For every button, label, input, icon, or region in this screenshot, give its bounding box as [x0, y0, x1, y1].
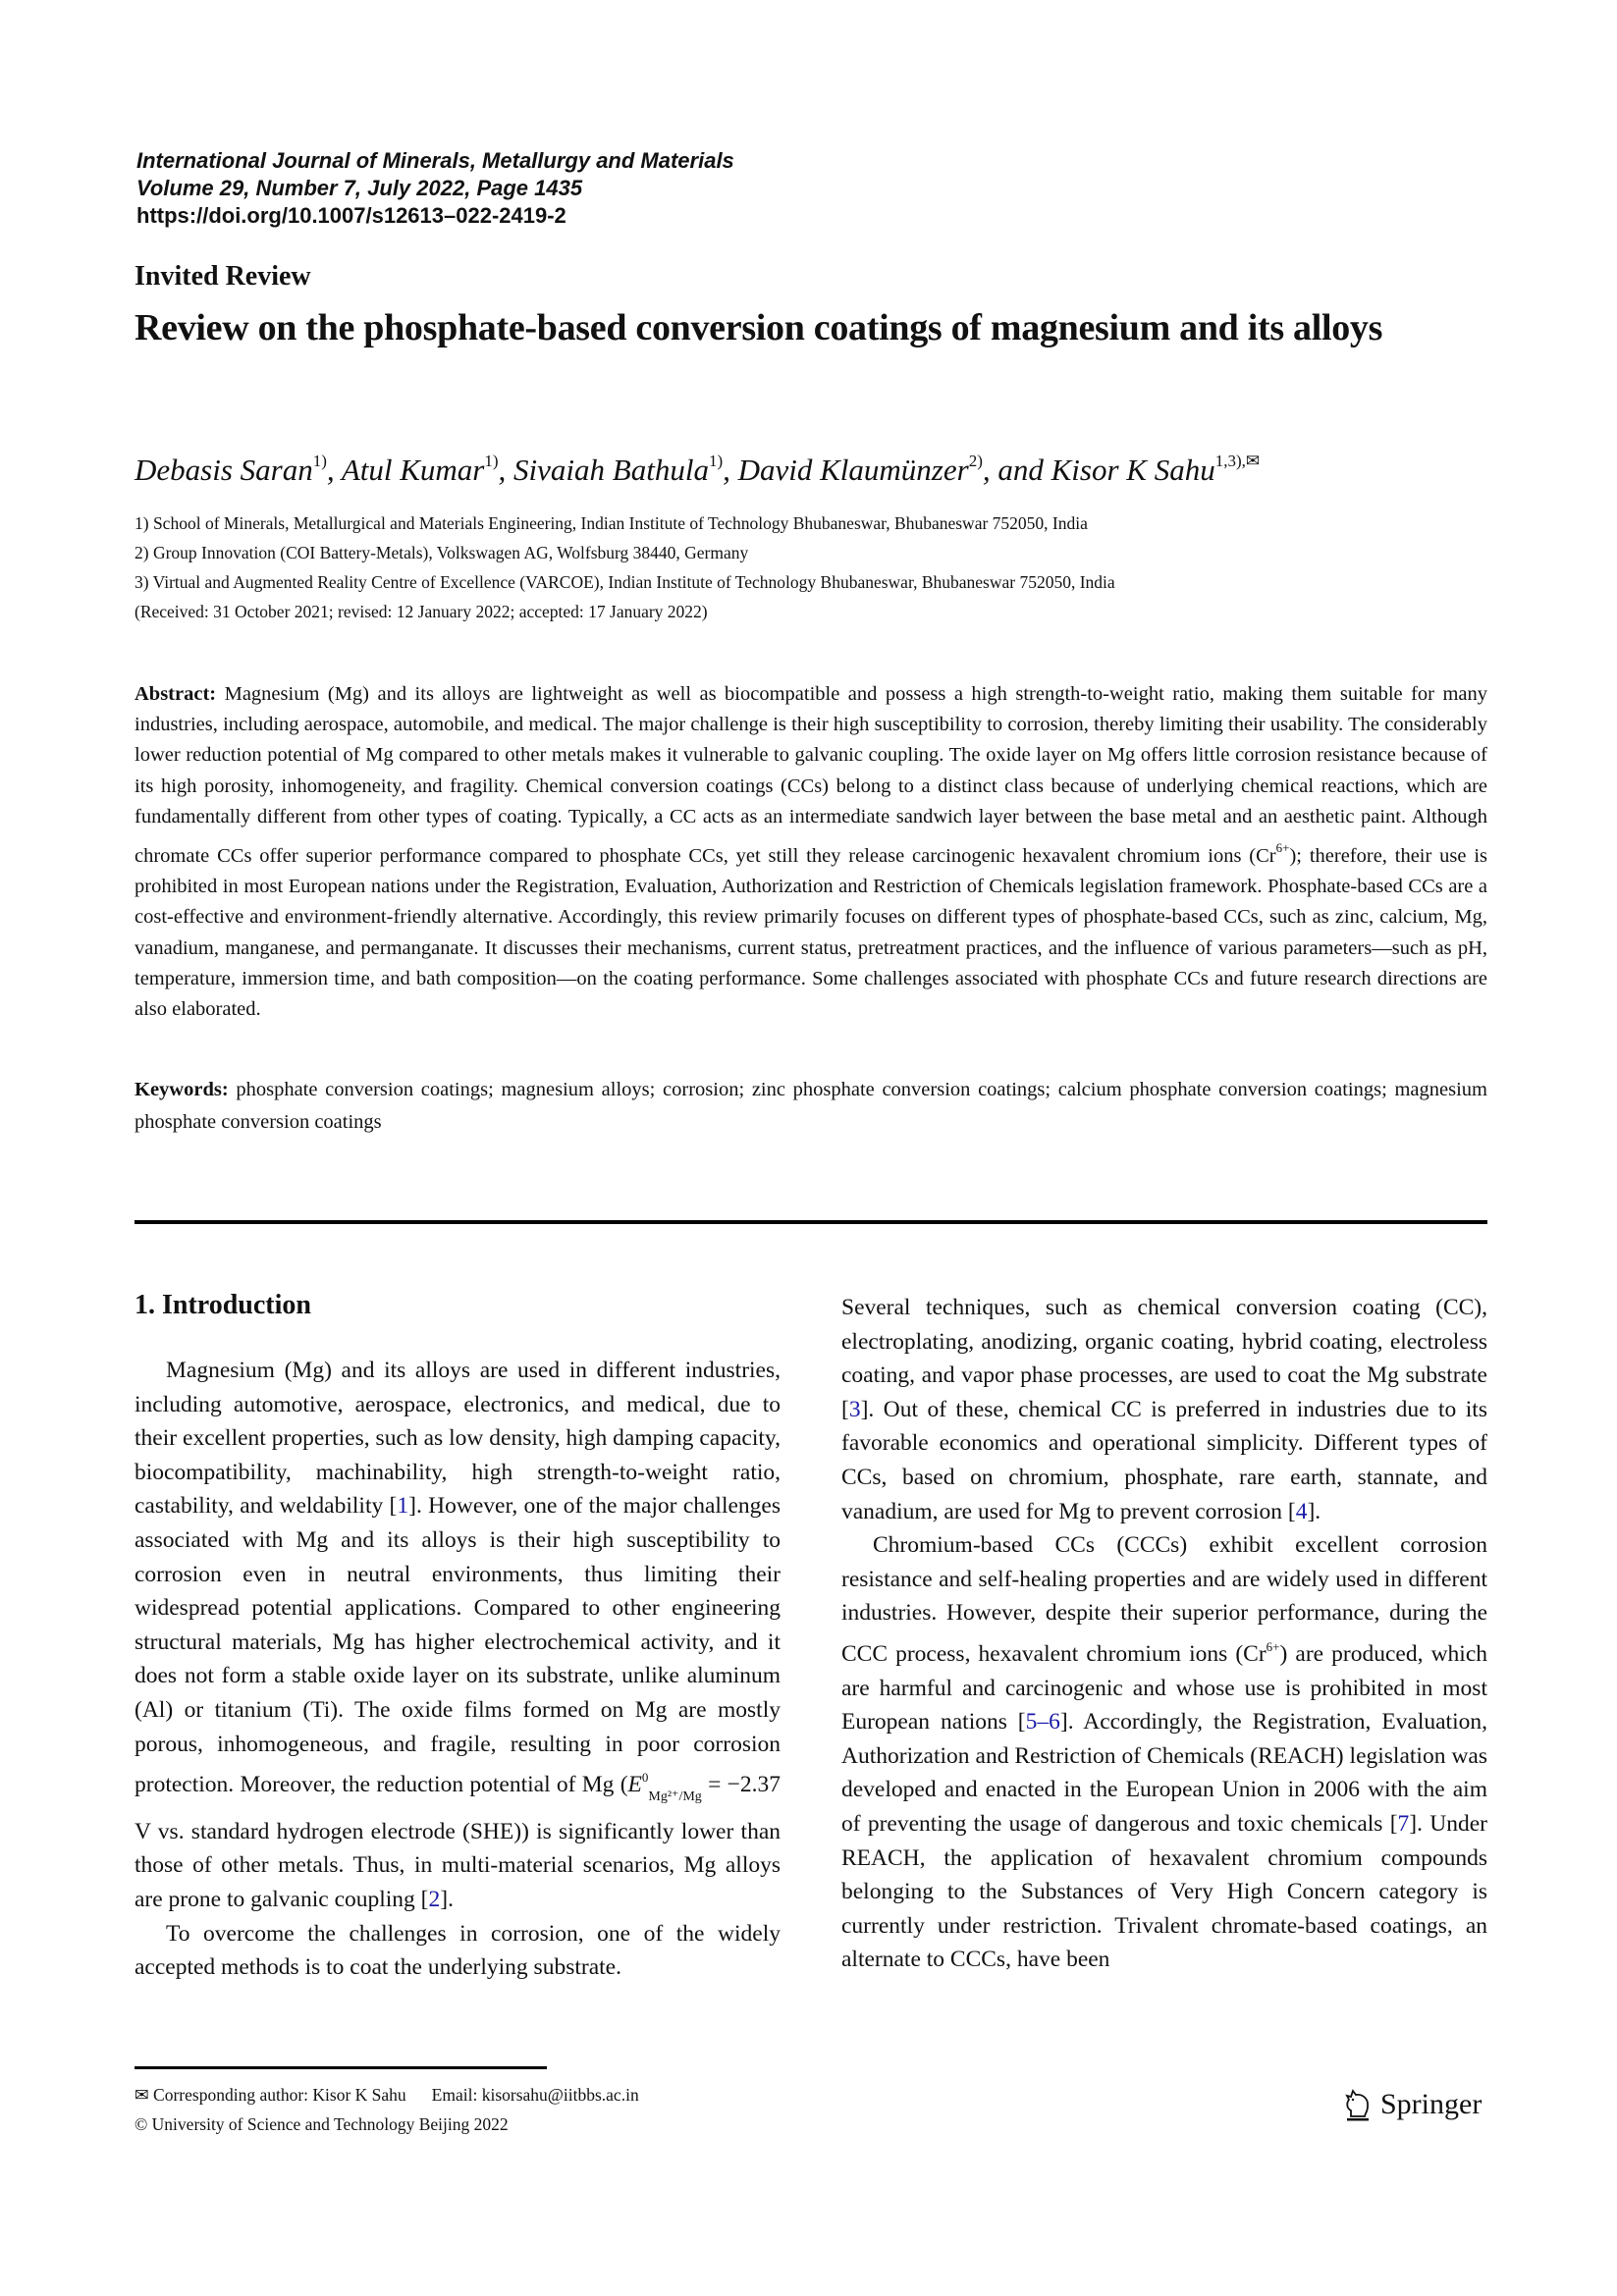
journal-header [136, 147, 734, 230]
math-symbol: E [627, 1772, 642, 1798]
author: Sivaiah Bathula [513, 453, 709, 487]
paragraph: Several techniques, such as chemical conversion coating (CC), electroplating, anodizing, organic coating, hybrid coating, electroless coating, and vapor phase processes, are used to coat the Mg substrate [3]. Out of these, chemical CC is preferred in industries due to its favorable economics and operational simplicity. Different types of CCs, based on chromium, phosphate, rare earth, stannate, and vanadium, are used for Mg to prevent corrosion [4]. [841, 1295, 1487, 1524]
body-column-right [841, 1291, 1487, 1977]
author-list: Debasis Saran$^{1)}$, Atul Kumar$^{1)}$, Sivaiah Bathula$^{1)}$, David Klaumünzer$^{2)}$, and Kisor K Sahu$^{1,3),✉}$ [135, 452, 1261, 487]
section-heading: 1. Introduction [135, 1290, 311, 1320]
author: and Kisor K Sahu [997, 453, 1215, 487]
superscript: 6+ [1266, 1638, 1280, 1654]
section-divider [135, 1220, 1487, 1224]
citation-link[interactable]: 3 [848, 1396, 861, 1422]
author: Atul Kumar [341, 453, 485, 487]
article-type: Invited Review [135, 261, 311, 292]
author-affiliation-mark: 1) [312, 452, 327, 470]
corresponding-author: Corresponding author: Kisor K Sahu [153, 2085, 406, 2105]
journal-name: International Journal of Minerals, Metallurgy and Materials [136, 148, 734, 173]
author: Debasis Saran [135, 453, 313, 487]
publisher-logo [1343, 2087, 1482, 2122]
affiliation-2: 2) Group Innovation (COI Battery-Metals), Volkswagen AG, Wolfsburg 38440, Germany [135, 543, 749, 562]
author-affiliation-mark: 2) [968, 452, 983, 470]
abstract [135, 679, 1487, 1025]
subscript: Mg²⁺/Mg [648, 1789, 702, 1805]
affiliation-1: 1) School of Minerals, Metallurgical and Materials Engineering, Indian Institute of Technology Bhubaneswar, Bhubaneswar 752050, India [135, 513, 1088, 533]
paragraph: To overcome the challenges in corrosion, one of the widely accepted methods is to coat the underlying substrate. [135, 1920, 781, 1981]
author: David Klaumünzer [737, 453, 969, 487]
paragraph: Magnesium (Mg) and its alloys are used in different industries, including automotive, aerospace, electronics, and medical, due to their excellent properties, such as low density, high damping capacity, biocompatibility, machinability, high strength-to-weight ratio, castability, and weldability [1]. However, one of the major challenges associated with Mg and its alloys is their high susceptibility to corrosion even in neutral environments, thus limiting their widespread potential applications. Compared to other engineering structural materials, Mg has higher electrochemical activity, and it does not form a stable oxide layer on its substrate, unlike aluminum (Al) or titanium (Ti). The oxide films formed on Mg are mostly porous, inhomogeneous, and fragile, resulting in poor corrosion protection. Moreover, the reduction potential of Mg ($E^0_{Mg^{2+}/Mg} = -2.37$ V vs. standard hydrogen electrode (SHE)) is significantly lower than those of other metals. Thus, in multi-material scenarios, Mg alloys are prone to galvanic coupling [2]. [135, 1358, 782, 1912]
author-email[interactable]: Email: kisorsahu@iitbbs.ac.in [431, 2085, 639, 2105]
keywords-label: Keywords: [135, 1079, 229, 1100]
superscript: 0 [641, 1770, 649, 1786]
citation-link[interactable]: 2 [428, 1886, 441, 1912]
citation-link[interactable]: 7 [1397, 1810, 1410, 1837]
keywords-text: phosphate conversion coatings; magnesium alloys; corrosion; zinc phosphate conversion coatings; calcium phosphate conversion coatings; magnesium phosphate conversion coatings [135, 1079, 1487, 1133]
publisher-name: Springer [1380, 2088, 1482, 2120]
superscript: 6+ [1275, 840, 1290, 856]
citation-link[interactable]: 5–6 [1025, 1709, 1060, 1735]
footnote-divider [135, 2066, 547, 2069]
abstract-text: Magnesium (Mg) and its alloys are lightweight as well as biocompatible and possess a high strength-to-weight ratio, making them suitable for many industries, including aerospace, automobile, and medical. The major challenge is their high susceptibility to corrosion, thereby limiting their usability. The considerably lower reduction potential of Mg compared to other metals makes it vulnerable to galvanic coupling. The oxide layer on Mg offers little corrosion resistance because of its high porosity, inhomogeneity, and fragility. Chemical conversion coatings (CCs) belong to a distinct class because of underlying chemical reactions, which are fundamentally different from other types of coating. Typically, a CC acts as an intermediate sandwich layer between the base metal and an aesthetic paint. Although chromate CCs offer superior performance compared to phosphate CCs, yet still they release carcinogenic hexavalent chromium ions (Cr [135, 683, 1488, 868]
copyright: © University of Science and Technology Beijing 2022 [135, 2114, 509, 2134]
springer-knight-icon [1343, 2087, 1373, 2122]
volume-line: Volume 29, Number 7, July 2022, Page 1435 [136, 176, 583, 200]
doi-link[interactable]: https://doi.org/10.1007/s12613–022-2419-2 [136, 203, 566, 228]
envelope-icon: ✉ [135, 2085, 149, 2105]
author-affiliation-mark: 1) [484, 452, 499, 470]
footnotes [135, 2080, 639, 2139]
author-affiliation-mark: 1) [708, 452, 724, 470]
received-dates: (Received: 31 October 2021; revised: 12 January 2022; accepted: 17 January 2022) [135, 602, 708, 621]
envelope-icon[interactable]: ✉ [1245, 452, 1261, 470]
citation-link[interactable]: 1 [397, 1493, 409, 1520]
body-column-left [135, 1288, 781, 1985]
keywords [135, 1074, 1487, 1139]
author-affiliation-mark: 1,3), [1214, 452, 1246, 470]
affiliations [135, 508, 1115, 626]
paragraph: Chromium-based CCs (CCCs) exhibit excellent corrosion resistance and self-healing properties and are widely used in different industries. However, despite their superior performance, during the CCC process, hexavalent chromium ions $(Cr^{6+})$ are produced, which are harmful and carcinogenic and whose use is prohibited in most European nations [5–6]. Accordingly, the Registration, Evaluation, Authorization and Restriction of Chemicals (REACH) legislation was developed and enacted in the European Union in 2006 with the aim of preventing the usage of dangerous and toxic chemicals [7]. Under REACH, the application of hexavalent chromium compounds belonging to the Substances of Very High Concern category is currently under restriction. Trivalent chromate-based coatings, an alternate to CCCs, have been [841, 1532, 1487, 1973]
article-title: Review on the phosphate-based conversion coatings of magnesium and its alloys [135, 307, 1383, 348]
abstract-label: Abstract: [135, 683, 217, 705]
abstract-text: ); therefore, their use is prohibited in most European nations under the Registration, Evaluation, Authorization and Restriction of Chemicals legislation framework. Phosphate-based CCs are a cost-effective and environment-friendly alternative. Accordingly, this review primarily focuses on different types of phosphate-based CCs, such as zinc, calcium, Mg, vanadium, manganese, and permanganate. It discusses their mechanisms, current status, pretreatment practices, and the influence of various parameters—such as pH, temperature, immersion time, and bath composition—on the coating performance. Some challenges associated with phosphate CCs and future research directions are also elaborated. [135, 845, 1488, 1021]
citation-link[interactable]: 4 [1295, 1498, 1308, 1524]
affiliation-3: 3) Virtual and Augmented Reality Centre of Excellence (VARCOE), Indian Institute of Technology Bhubaneswar, Bhubaneswar 752050, India [135, 572, 1115, 592]
